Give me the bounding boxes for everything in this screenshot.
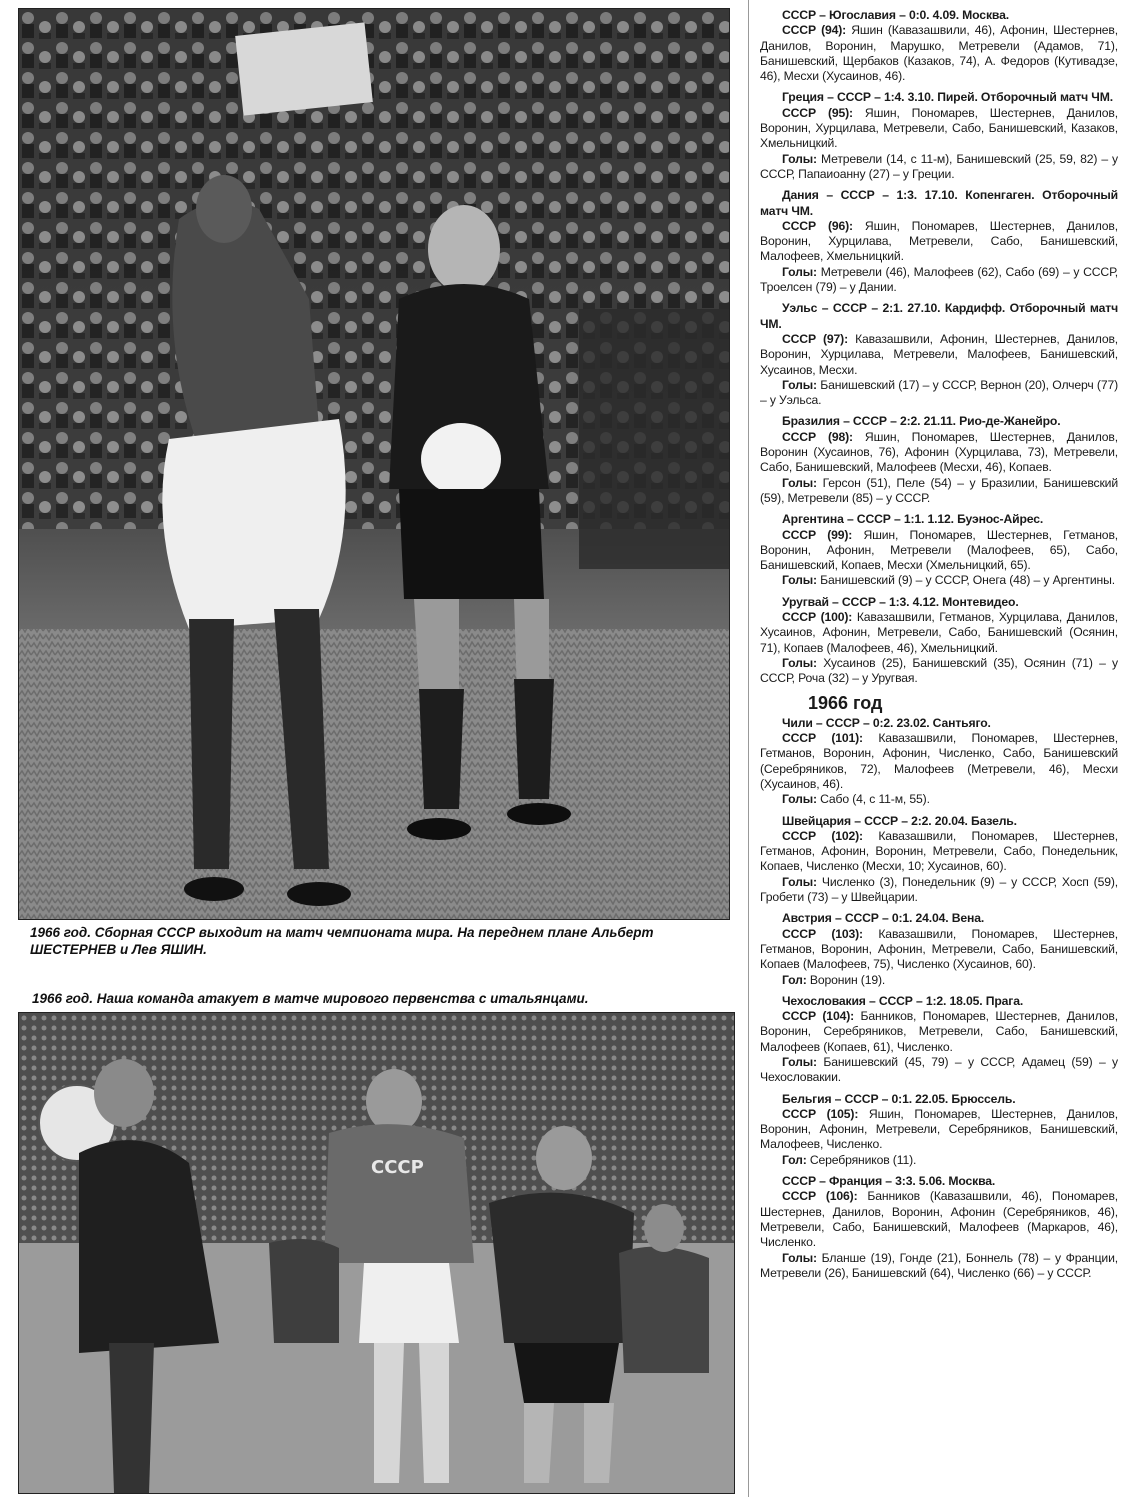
- match-goals: [760, 656, 1118, 687]
- photo-match-vs-italy-image: [19, 1013, 734, 1493]
- lineup-label: СССР (102):: [782, 828, 863, 843]
- matches-1966-list: [760, 716, 1118, 1281]
- match-lineup: [760, 219, 1118, 265]
- goals-text: Метревели (14, с 11-м), Банишевский (25, 59, 82) – у СССР, Папаиоанну (27) – у Греции.: [760, 151, 1118, 181]
- lineup-text: Кавазашвили, Пономарев, Шестернев, Гетманов, Афонин, Воронин, Метревели, Сабо, Понедельник, Копаев, Численко (Месхи, 10; Хусаинов, 60).: [760, 828, 1118, 874]
- match-title: Чили – СССР – 0:2. 23.02. Сантьяго.: [782, 715, 991, 730]
- lineup-text: Яшин, Пономарев, Шестернев, Данилов, Воронин, Хурцилава, Метревели, Сабо, Банишевский, Казаков, Хмельницкий.: [760, 105, 1118, 151]
- match-title: Бразилия – СССР – 2:2. 21.11. Рио-де-Жанейро.: [782, 414, 1061, 429]
- lineup-label: СССР (101):: [782, 731, 863, 746]
- goals-text: Хусаинов (25), Банишевский (35), Осянин (71) – у СССР, Роча (32) – у Уругвая.: [760, 655, 1118, 686]
- goals-text: Герсон (51), Пеле (54) – у Бразилии, Банишевский (59), Метревели (85) – у СССР.: [760, 475, 1118, 505]
- goals-text: Воронин (19).: [806, 972, 886, 987]
- goals-label: Голы:: [782, 377, 817, 392]
- match-goals: [760, 875, 1118, 906]
- lineup-text: Кавазашвили, Гетманов, Хурцилава, Данилов, Хусаинов, Афонин, Метревели, Сабо, Банишевский (Осянин, 71), Копаев (Малофеев, 46), Хмельницкий.: [760, 609, 1118, 655]
- match-lineup: [760, 332, 1118, 378]
- match-title: Уэльс – СССР – 2:1. 27.10. Кардифф. Отборочный матч ЧМ.: [760, 301, 1118, 331]
- goals-label: Голы:: [782, 573, 817, 588]
- lineup-label: СССР (95):: [782, 105, 853, 120]
- match-entry: [760, 911, 1118, 987]
- goals-text: Метревели (46), Малофеев (62), Сабо (69) – у СССР, Троелсен (79) – у Дании.: [760, 264, 1118, 295]
- lineup-label: СССР (100):: [782, 609, 853, 624]
- goals-label: Голы:: [782, 792, 817, 807]
- lineup-label: СССР (103):: [782, 926, 863, 941]
- match-goals: [760, 573, 1118, 588]
- match-title: Чехословакия – СССР – 1:2. 18.05. Прага.: [782, 993, 1024, 1008]
- year-heading-1966: 1966 год: [808, 693, 883, 714]
- lineup-text: Яшин (Кавазашвили, 46), Афонин, Шестернев, Данилов, Воронин, Марушко, Метревели (Адамов, 71), Банишевский, Щербаков (Казаков, 74), А. Федоров (Кутивадзе, 46), Месхи (Хусаинов, 46).: [760, 23, 1118, 84]
- match-title: Уругвай – СССР – 1:3. 4.12. Монтевидео.: [782, 594, 1019, 609]
- match-entry: [760, 814, 1118, 906]
- match-entry: [760, 1174, 1118, 1281]
- goals-text: Банишевский (17) – у СССР, Вернон (20), Олчерч (77) – у Уэльса.: [760, 377, 1118, 408]
- lineup-label: СССР (98):: [782, 429, 853, 444]
- lineup-label: СССР (97):: [782, 331, 849, 346]
- match-lineup: [760, 829, 1118, 875]
- goals-label: Голы:: [782, 874, 817, 889]
- match-lineup: [760, 1189, 1118, 1250]
- lineup-text: Яшин, Пономарев, Шестернев, Данилов, Воронин (Хусаинов, 76), Афонин (Хурцилава, 73), Метревели, Сабо, Банишевский, Малофеев (Месхи, 46), Копаев.: [760, 429, 1118, 475]
- match-title: Аргентина – СССР – 1:1. 1.12. Буэнос-Айрес.: [782, 512, 1044, 527]
- goals-text: Сабо (4, с 11-м, 55).: [816, 792, 930, 807]
- lineup-text: Банников (Кавазашвили, 46), Пономарев, Шестернев, Данилов, Воронин, Афонин (Серебряников, 46), Метревели, Сабо, Банишевский, Малофеев (Маркаров, 46), Численко.: [760, 1189, 1118, 1250]
- match-goals: [760, 792, 1118, 807]
- match-lineup: [760, 731, 1118, 792]
- goals-text: Банишевский (45, 79) – у СССР, Адамец (59) – у Чехословакии.: [760, 1055, 1118, 1085]
- goals-text: Банишевский (9) – у СССР, Онега (48) – у Аргентины.: [816, 573, 1115, 588]
- match-goals: [760, 152, 1118, 183]
- match-records-column: [760, 8, 1118, 1493]
- match-title: СССР – Франция – 3:3. 5.06. Москва.: [782, 1174, 996, 1189]
- goals-text: Численко (3), Понедельник (9) – у СССР, Хосп (59), Гробети (73) – у Швейцарии.: [760, 874, 1118, 905]
- match-entry: [760, 90, 1118, 182]
- photo-team-walkout-image: [19, 9, 729, 919]
- goals-text: Серебряников (11).: [806, 1152, 917, 1167]
- match-title: Дания – СССР – 1:3. 17.10. Копенгаген. Отборочный матч ЧМ.: [760, 188, 1118, 218]
- match-entry: [760, 188, 1118, 295]
- match-lineup: [760, 23, 1118, 84]
- lineup-label: СССР (104):: [782, 1009, 855, 1024]
- match-title: Бельгия – СССР – 0:1. 22.05. Брюссель.: [782, 1091, 1016, 1106]
- lineup-text: Яшин, Пономарев, Шестернев, Гетманов, Воронин, Афонин, Метревели (Малофеев, 65), Сабо, Банишевский, Копаев, Месхи (Хмельницкий, 65).: [760, 527, 1118, 573]
- match-title: СССР – Югославия – 0:0. 4.09. Москва.: [782, 8, 1009, 22]
- match-title: Швейцария – СССР – 2:2. 20.04. Базель.: [782, 813, 1017, 828]
- match-entry: [760, 1092, 1118, 1168]
- match-goals: [760, 1153, 1118, 1168]
- goals-label: Голы:: [782, 475, 817, 490]
- lineup-text: Кавазашвили, Пономарев, Шестернев, Гетманов, Воронин, Афонин, Метревели, Сабо, Банишевский, Копаев (Малофеев, 75), Численко (Хусаинов, 60).: [760, 926, 1118, 972]
- lineup-text: Кавазашвили, Пономарев, Шестернев, Гетманов, Воронин, Афонин, Численко, Сабо, Банишевский (Серебряников, 72), Малофеев (Метревели, 46), Месхи (Хусаинов, 46).: [760, 731, 1118, 791]
- match-entry: [760, 414, 1118, 506]
- lineup-text: Банников, Пономарев, Шестернев, Данилов, Воронин, Серебряников, Метревели, Сабо, Банишевский, Малофеев (Копаев, 61), Численко.: [760, 1009, 1118, 1054]
- photo-match-vs-italy: [18, 1012, 735, 1494]
- jersey-text: СССР: [371, 1157, 424, 1178]
- lineup-text: Яшин, Пономарев, Шестернев, Данилов, Воронин, Хурцилава, Метревели, Сабо, Банишевский, Малофеев, Хмельницкий.: [760, 218, 1118, 264]
- match-entry: [760, 595, 1118, 687]
- match-title: Греция – СССР – 1:4. 3.10. Пирей. Отборочный матч ЧМ.: [782, 90, 1113, 105]
- goals-label: Голы:: [782, 151, 817, 166]
- goals-text: Бланше (19), Гонде (21), Боннель (78) – у Франции, Метревели (26), Банишевский (64), Численко (66) – у СССР.: [760, 1250, 1118, 1280]
- match-entry: [760, 994, 1118, 1086]
- match-entry: [760, 8, 1118, 84]
- column-divider: [748, 0, 749, 1497]
- match-entry: [760, 716, 1118, 808]
- photo-caption-attack: 1966 год. Наша команда атакует в матче мирового первенства с итальянцами.: [32, 991, 589, 1006]
- match-lineup: [760, 1009, 1118, 1055]
- match-lineup: [760, 106, 1118, 152]
- goals-label: Голы:: [782, 655, 817, 670]
- match-entry: [760, 512, 1118, 588]
- goals-label: Гол:: [782, 1152, 807, 1167]
- match-goals: [760, 378, 1118, 409]
- match-lineup: [760, 1107, 1118, 1153]
- match-title: Австрия – СССР – 0:1. 24.04. Вена.: [782, 911, 985, 926]
- matches-1965-list: [760, 8, 1118, 686]
- goals-label: Гол:: [782, 972, 807, 987]
- goals-label: Голы:: [782, 264, 817, 279]
- match-lineup: [760, 927, 1118, 973]
- photo-team-walkout: [18, 8, 730, 920]
- photo-caption-walkout: 1966 год. Сборная СССР выходит на матч чемпионата мира. На переднем плане Альберт ШЕСТЕРНЕВ и Лев ЯШИН.: [30, 925, 654, 957]
- lineup-text: Яшин, Пономарев, Шестернев, Данилов, Воронин, Афонин, Метревели, Серебряников, Банишевский, Малофеев, Численко.: [760, 1106, 1118, 1152]
- lineup-label: СССР (105):: [782, 1106, 859, 1121]
- match-goals: [760, 973, 1118, 988]
- lineup-label: СССР (106):: [782, 1189, 858, 1204]
- lineup-label: СССР (99):: [782, 527, 853, 542]
- match-goals: [760, 1055, 1118, 1086]
- match-entry: [760, 301, 1118, 408]
- lineup-text: Кавазашвили, Афонин, Шестернев, Данилов, Воронин, Хурцилава, Метревели, Малофеев, Банишевский, Хусаинов, Месхи.: [760, 331, 1118, 377]
- match-goals: [760, 476, 1118, 507]
- lineup-label: СССР (96):: [782, 218, 853, 233]
- match-lineup: [760, 430, 1118, 476]
- goals-label: Голы:: [782, 1055, 817, 1069]
- lineup-label: СССР (94):: [782, 23, 847, 38]
- goals-label: Голы:: [782, 1250, 817, 1265]
- match-goals: [760, 265, 1118, 296]
- match-lineup: [760, 610, 1118, 656]
- match-lineup: [760, 528, 1118, 574]
- match-goals: [760, 1251, 1118, 1282]
